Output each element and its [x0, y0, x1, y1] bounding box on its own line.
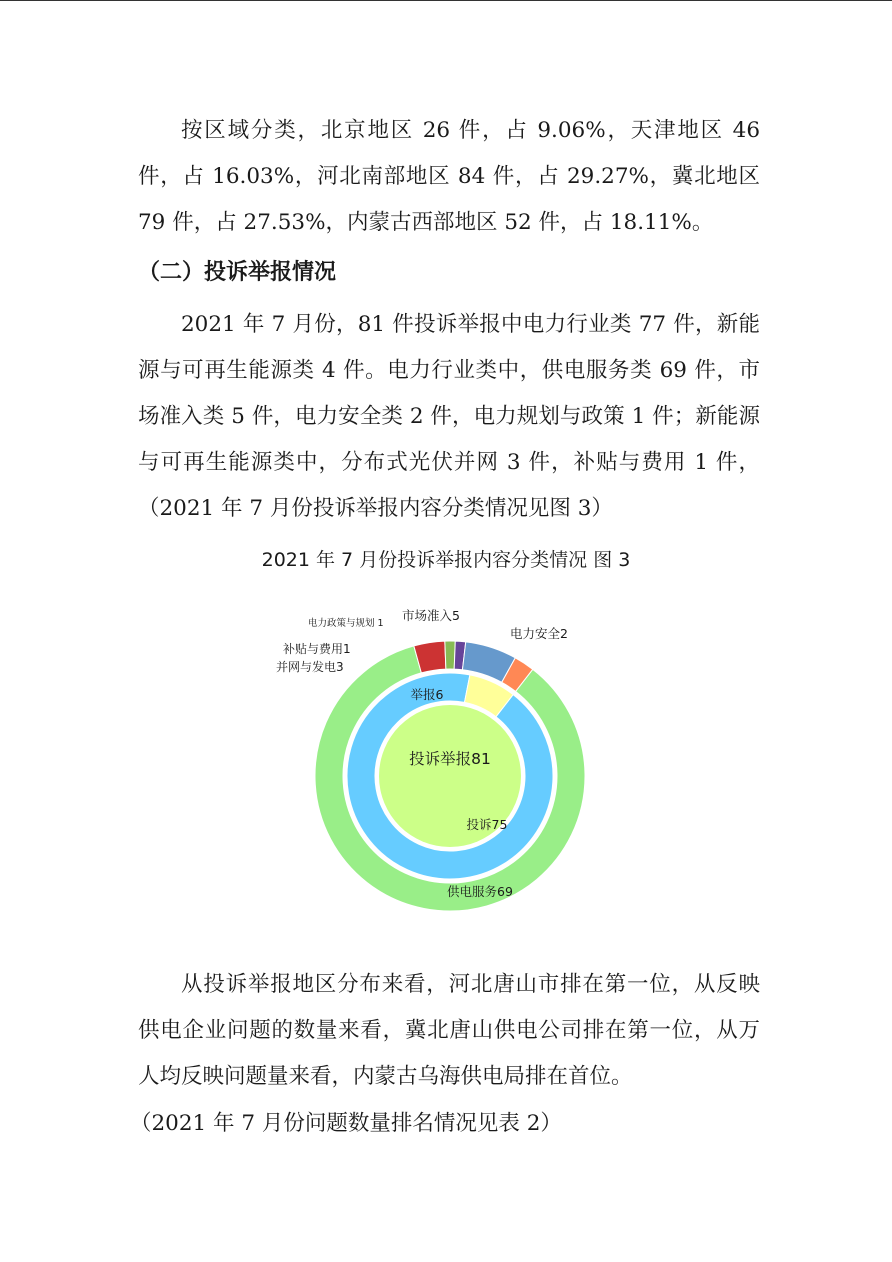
center-label: 投诉举报81 [409, 750, 491, 768]
inner-ring-label-0: 投诉75 [466, 817, 508, 832]
section-heading: （二）投诉举报情况 [138, 260, 337, 285]
outer-ring-label-5: 电力安全2 [510, 626, 568, 641]
paragraph-complaint-categories: 2021 年 7 月份，81 件投诉举报中电力行业类 77 件，新能源与可再生能源类 4 件。电力行业类中，供电服务类 69 件，市场准入类 5 件，电力安全类 2 件，电力规划与政策 1 件；新能源与可再生能源类中，分布式光伏并网 3 件，补贴与费用 1 件，（2021 年 7 月份投诉举报内容分类情况见图 3） [138, 312, 760, 521]
outer-ring-label-3: 电力政策与规划 1 [308, 618, 384, 629]
inner-ring-label-1: 举报6 [410, 687, 444, 702]
figure-caption: 2021 年 7 月份投诉举报内容分类情况 图 3 [261, 549, 631, 571]
paragraph-ranking: 从投诉举报地区分布来看，河北唐山市排在第一位，从反映供电企业问题的数量来看，冀北唐山供电公司排在第一位，从万人均反映问题量来看，内蒙古乌海供电局排在首位。 [138, 972, 760, 1089]
outer-ring-label-0: 供电服务69 [447, 884, 513, 899]
outer-ring-label-4: 市场准入5 [402, 608, 460, 623]
page-top-rule [0, 0, 892, 1]
outer-ring-label-1: 并网与发电3 [276, 660, 344, 674]
paragraph-region-breakdown: 按区域分类，北京地区 26 件，占 9.06%，天津地区 46 件，占 16.03%，河北南部地区 84 件，占 29.27%，冀北地区 79 件，占 27.53%，内蒙古西部地区 52 件，占 18.11%。 [138, 118, 760, 235]
donut-chart [250, 596, 650, 926]
outer-ring-slice-2 [445, 641, 455, 669]
outer-ring-label-2: 补贴与费用1 [283, 642, 351, 656]
paragraph-table-reference: （2021 年 7 月份问题数量排名情况见表 2） [130, 1111, 562, 1136]
